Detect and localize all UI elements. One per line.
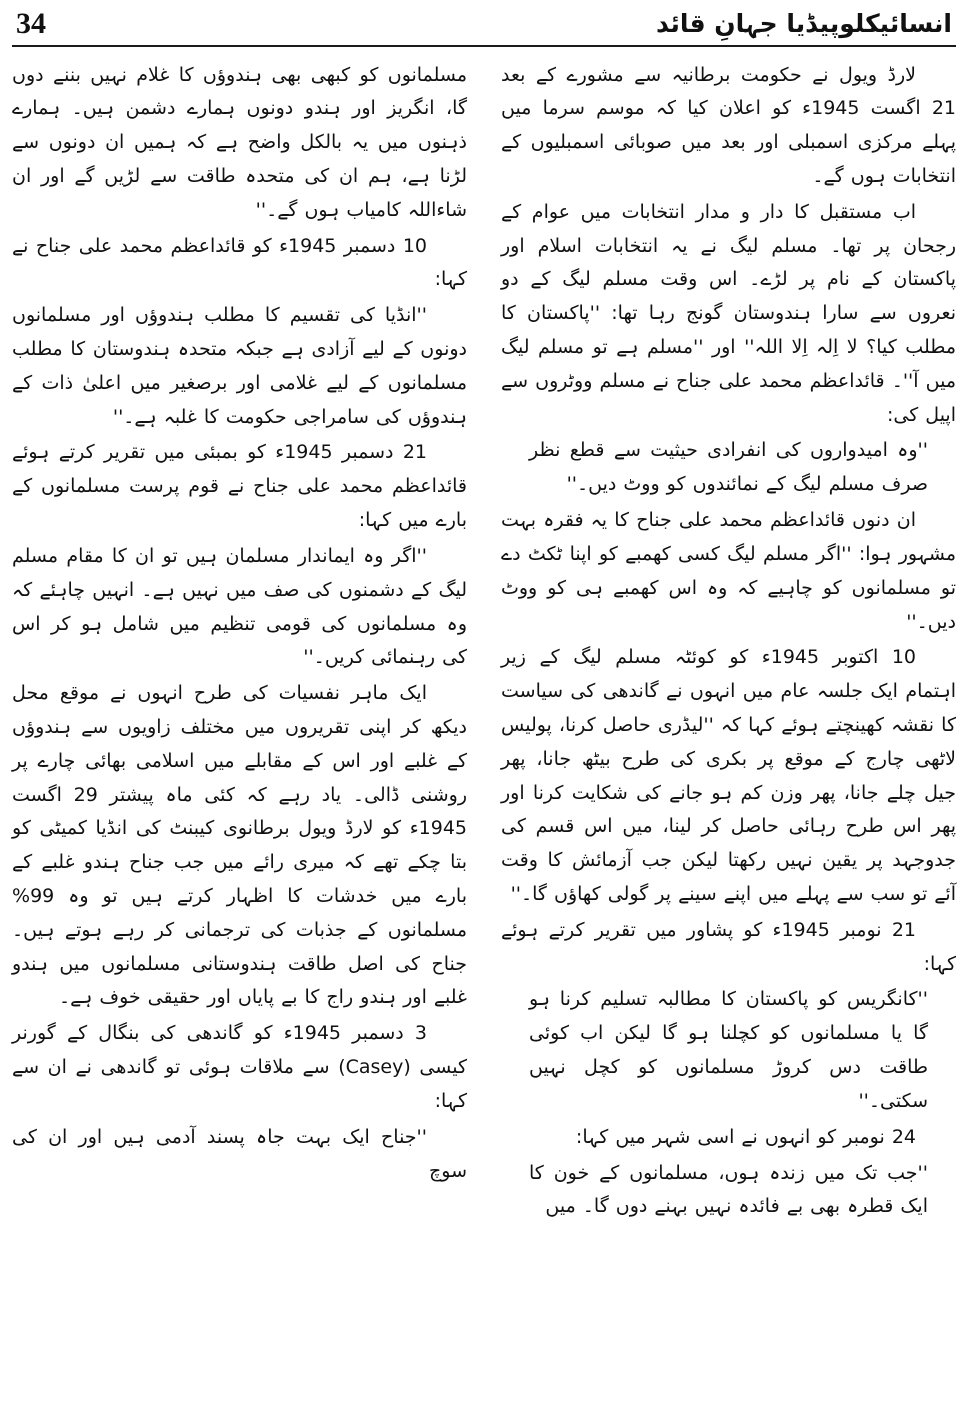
paragraph: 21 نومبر 1945ء کو پشاور میں تقریر کرتے ہوئے کہا: xyxy=(501,918,956,975)
left-column xyxy=(12,59,467,1227)
paragraph: ان دنوں قائداعظم محمد علی جناح کا یہ فقرہ بہت مشہور ہوا: ''اگر مسلم لیگ کسی کھمبے کو اپنا ٹکٹ دے تو مسلمانوں کو چاہیے کہ وہ اس کھمبے ہی کو ووٹ دیں۔'' xyxy=(501,509,956,633)
page-header xyxy=(12,6,956,47)
quote-paragraph: ''جب تک میں زندہ ہوں، مسلمانوں کے خون کا ایک قطرہ بھی بے فائدہ نہیں بہنے دوں گا۔ میں xyxy=(529,1161,928,1218)
paragraph: 3 دسمبر 1945ء کو گاندھی کی بنگال کے گورنر کیسی (Casey) سے ملاقات ہوئی تو گاندھی نے ان سے کہا: xyxy=(12,1022,467,1112)
page-number: 34 xyxy=(16,6,46,40)
text-columns xyxy=(12,47,956,1227)
right-column xyxy=(501,59,956,1227)
quote-paragraph: ''اگر وہ ایماندار مسلمان ہیں تو ان کا مقام مسلم لیگ کے دشمنوں کی صف میں نہیں ہے۔ انہیں چاہئے کہ وہ مسلمانوں کی قومی تنظیم میں شامل ہو کر اس کی رہنمائی کریں۔'' xyxy=(12,544,467,669)
continuation-paragraph: مسلمانوں کو کبھی بھی ہندوؤں کا غلام نہیں بننے دوں گا، انگریز اور ہندو دونوں ہمارے دشمن ہیں۔ ہمارے ذہنوں میں یہ بالکل واضح ہے کہ ہمیں ان دونوں سے لڑنا ہے، ہم ان کی متحدہ طاقت سے لڑیں گے اور ان شاءاللہ کامیاب ہوں گے۔'' xyxy=(12,63,467,221)
paragraph: 21 دسمبر 1945ء کو بمبئی میں تقریر کرتے ہوئے قائداعظم محمد علی جناح نے قوم پرست مسلمانوں کے بارے میں کہا: xyxy=(12,441,467,532)
quote-paragraph: ''کانگریس کو پاکستان کا مطالبہ تسلیم کرنا ہو گا یا مسلمانوں کو کچلنا ہو گا لیکن اب کوئی طاقت دس کروڑ مسلمانوں کو کچل نہیں سکتی۔'' xyxy=(529,988,928,1112)
paragraph: 10 دسمبر 1945ء کو قائداعظم محمد علی جناح نے کہا: xyxy=(12,234,467,291)
book-title: انسائیکلوپیڈیا جہانِ قائد xyxy=(656,9,952,38)
paragraph: اب مستقبل کا دار و مدار انتخابات میں عوام کے رجحان پر تھا۔ مسلم لیگ نے یہ انتخابات اسلام اور پاکستان کے نام پر لڑے۔ اس وقت مسلم لیگ کے دو نعروں سے سارا ہندوستان گونج رہا تھا: ''پاکستان کا مطلب کیا؟ لا اِلہ اِلا اللہ'' اور ''مسلم ہے تو مسلم لیگ میں آ''۔ قائداعظم محمد علی جناح نے مسلم ووٹروں سے اپیل کی: xyxy=(501,200,956,426)
quote-paragraph: ''جناح ایک بہت جاہ پسند آدمی ہیں اور ان کی سوچ xyxy=(12,1125,467,1182)
paragraph: 24 نومبر کو انہوں نے اسی شہر میں کہا: xyxy=(575,1125,916,1148)
paragraph: ایک ماہر نفسیات کی طرح انہوں نے موقع محل دیکھ کر اپنی تقریروں میں مختلف زاویوں سے ہندوؤں کے غلبے اور اس کے مقابلے میں اسلامی بھائی چارے پر روشنی ڈالی۔ یاد رہے کہ کئی ماہ پیشتر 29 اگست 1945ء کو لارڈ ویول برطانوی کیبنٹ کی انڈیا کمیٹی کو بتا چکے تھے کہ میری رائے میں جب جناح ہندو غلبے کے بارے میں خدشات کا اظہار کرتے ہیں تو وہ 99% مسلمانوں کے جذبات کی ترجمانی کر رہے ہوتے ہیں۔ جناح کی اصل طاقت ہندوستانی مسلمانوں میں ہندو غلبے اور ہندو راج کا بے پایاں اور حقیقی خوف ہے۔ xyxy=(12,682,467,1009)
quote-paragraph: ''انڈیا کی تقسیم کا مطلب ہندوؤں اور مسلمانوں دونوں کے لیے آزادی ہے جبکہ متحدہ ہندوستان کا مطلب مسلمانوں کے لیے غلامی اور برصغیر میں اعلیٰ ذات کے ہندوؤں کی سامراجی حکومت کا غلبہ ہے۔'' xyxy=(12,304,467,428)
paragraph: لارڈ ویول نے حکومت برطانیہ سے مشورے کے بعد 21 اگست 1945ء کو اعلان کیا کہ موسم سرما میں پہلے مرکزی اسمبلی اور بعد میں صوبائی اسمبلیوں کے انتخابات ہوں گے۔ xyxy=(501,63,956,187)
paragraph: 10 اکتوبر 1945ء کو کوئٹہ مسلم لیگ کے زیر اہتمام ایک جلسہ عام میں انہوں نے گاندھی کی سیاست کا نقشہ کھینچتے ہوئے کہا کہ ''لیڈری حاصل کرنا، پولیس لاٹھی چارج کے موقع پر بکری کی طرح بیٹھ جانا، پھر جیل چلے جانا، پھر وزن کم ہو جانے کی شکایت کرنا اور پھر اس طرح رہائی حاصل کر لینا، میں اس قسم کی جدوجہد پر یقین نہیں رکھتا لیکن جب آزمائش کا وقت آئے تو سب سے پہلے میں اپنے سینے پر گولی کھاؤں گا۔'' xyxy=(501,646,956,905)
quote-paragraph: ''وہ امیدواروں کی انفرادی حیثیت سے قطع نظر صرف مسلم لیگ کے نمائندوں کو ووٹ دیں۔'' xyxy=(529,439,928,496)
